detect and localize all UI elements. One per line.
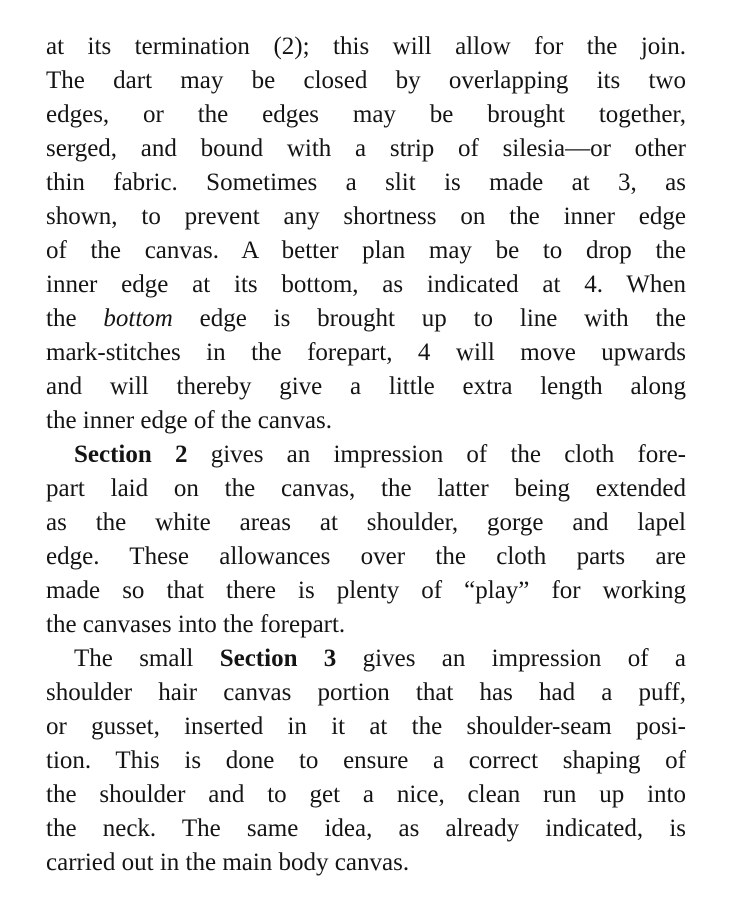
text-line (46, 472, 686, 506)
text-run: at its termination (2); this will allow for the join. (46, 33, 686, 60)
text-line (46, 268, 686, 302)
text-run: inner edge at its bottom, as indicated at 4. When (46, 271, 686, 298)
text-run: or gusset, inserted in it at the shoulder-seam posi- (46, 713, 686, 740)
text-run: the inner edge of the canvas. (46, 407, 332, 434)
section-heading-bold: Section 2 (74, 441, 188, 468)
text-line (46, 812, 686, 846)
text-run: shown, to prevent any shortness on the inner edge (46, 203, 686, 230)
text-run: carried out in the main body canvas. (46, 849, 410, 876)
text-line (46, 370, 686, 404)
text-run: The dart may be closed by overlapping its two (46, 67, 686, 94)
text-line (46, 200, 686, 234)
text-run: The small (74, 645, 220, 672)
text-line (46, 574, 686, 608)
text-run: gives an impression of the cloth fore- (187, 441, 686, 468)
text-line (46, 30, 686, 64)
italic-emphasis: bottom (103, 305, 173, 332)
text-run: edges, or the edges may be brought together, (46, 101, 686, 128)
text-line (46, 132, 686, 166)
text-run: thin fabric. Sometimes a slit is made at 3, as (46, 169, 686, 196)
text-line (46, 336, 686, 370)
text-run: made so that there is plenty of “play” for working (46, 577, 686, 604)
text-line (46, 608, 686, 642)
text-run: the neck. The same idea, as already indicated, is (46, 815, 686, 842)
text-line (46, 744, 686, 778)
text-run: part laid on the canvas, the latter being extended (46, 475, 686, 502)
paragraph-section-2 (46, 438, 686, 642)
paragraph-section-3 (46, 642, 686, 880)
text-run: mark-stitches in the forepart, 4 will move upwards (46, 339, 686, 366)
text-run: tion. This is done to ensure a correct shaping of (46, 747, 686, 774)
paragraph-dart-canvas (46, 30, 686, 438)
text-line (46, 98, 686, 132)
text-line (46, 234, 686, 268)
text-run: as the white areas at shoulder, gorge and lapel (46, 509, 686, 536)
text-line (46, 540, 686, 574)
document-page (46, 30, 686, 880)
text-run: the canvases into the forepart. (46, 611, 346, 638)
text-line (46, 778, 686, 812)
text-line (46, 438, 686, 472)
text-run: edge is brought up to line with the (172, 305, 686, 332)
text-line (46, 64, 686, 98)
text-line (46, 506, 686, 540)
text-run: the shoulder and to get a nice, clean run up into (46, 781, 686, 808)
text-line (46, 404, 686, 438)
text-run: of the canvas. A better plan may be to drop the (46, 237, 686, 264)
text-line (46, 676, 686, 710)
text-run: serged, and bound with a strip of silesia—or other (46, 135, 686, 162)
text-run: gives an impression of a (336, 645, 686, 672)
text-line (46, 846, 686, 880)
text-line (46, 642, 686, 676)
text-run: edge. These allowances over the cloth parts are (46, 543, 686, 570)
text-line (46, 166, 686, 200)
text-run: shoulder hair canvas portion that has had a puff, (46, 679, 686, 706)
text-run: and will thereby give a little extra length along (46, 373, 686, 400)
text-run: the (46, 305, 104, 332)
section-heading-bold: Section 3 (219, 645, 337, 672)
text-line (46, 710, 686, 744)
text-line (46, 302, 686, 336)
